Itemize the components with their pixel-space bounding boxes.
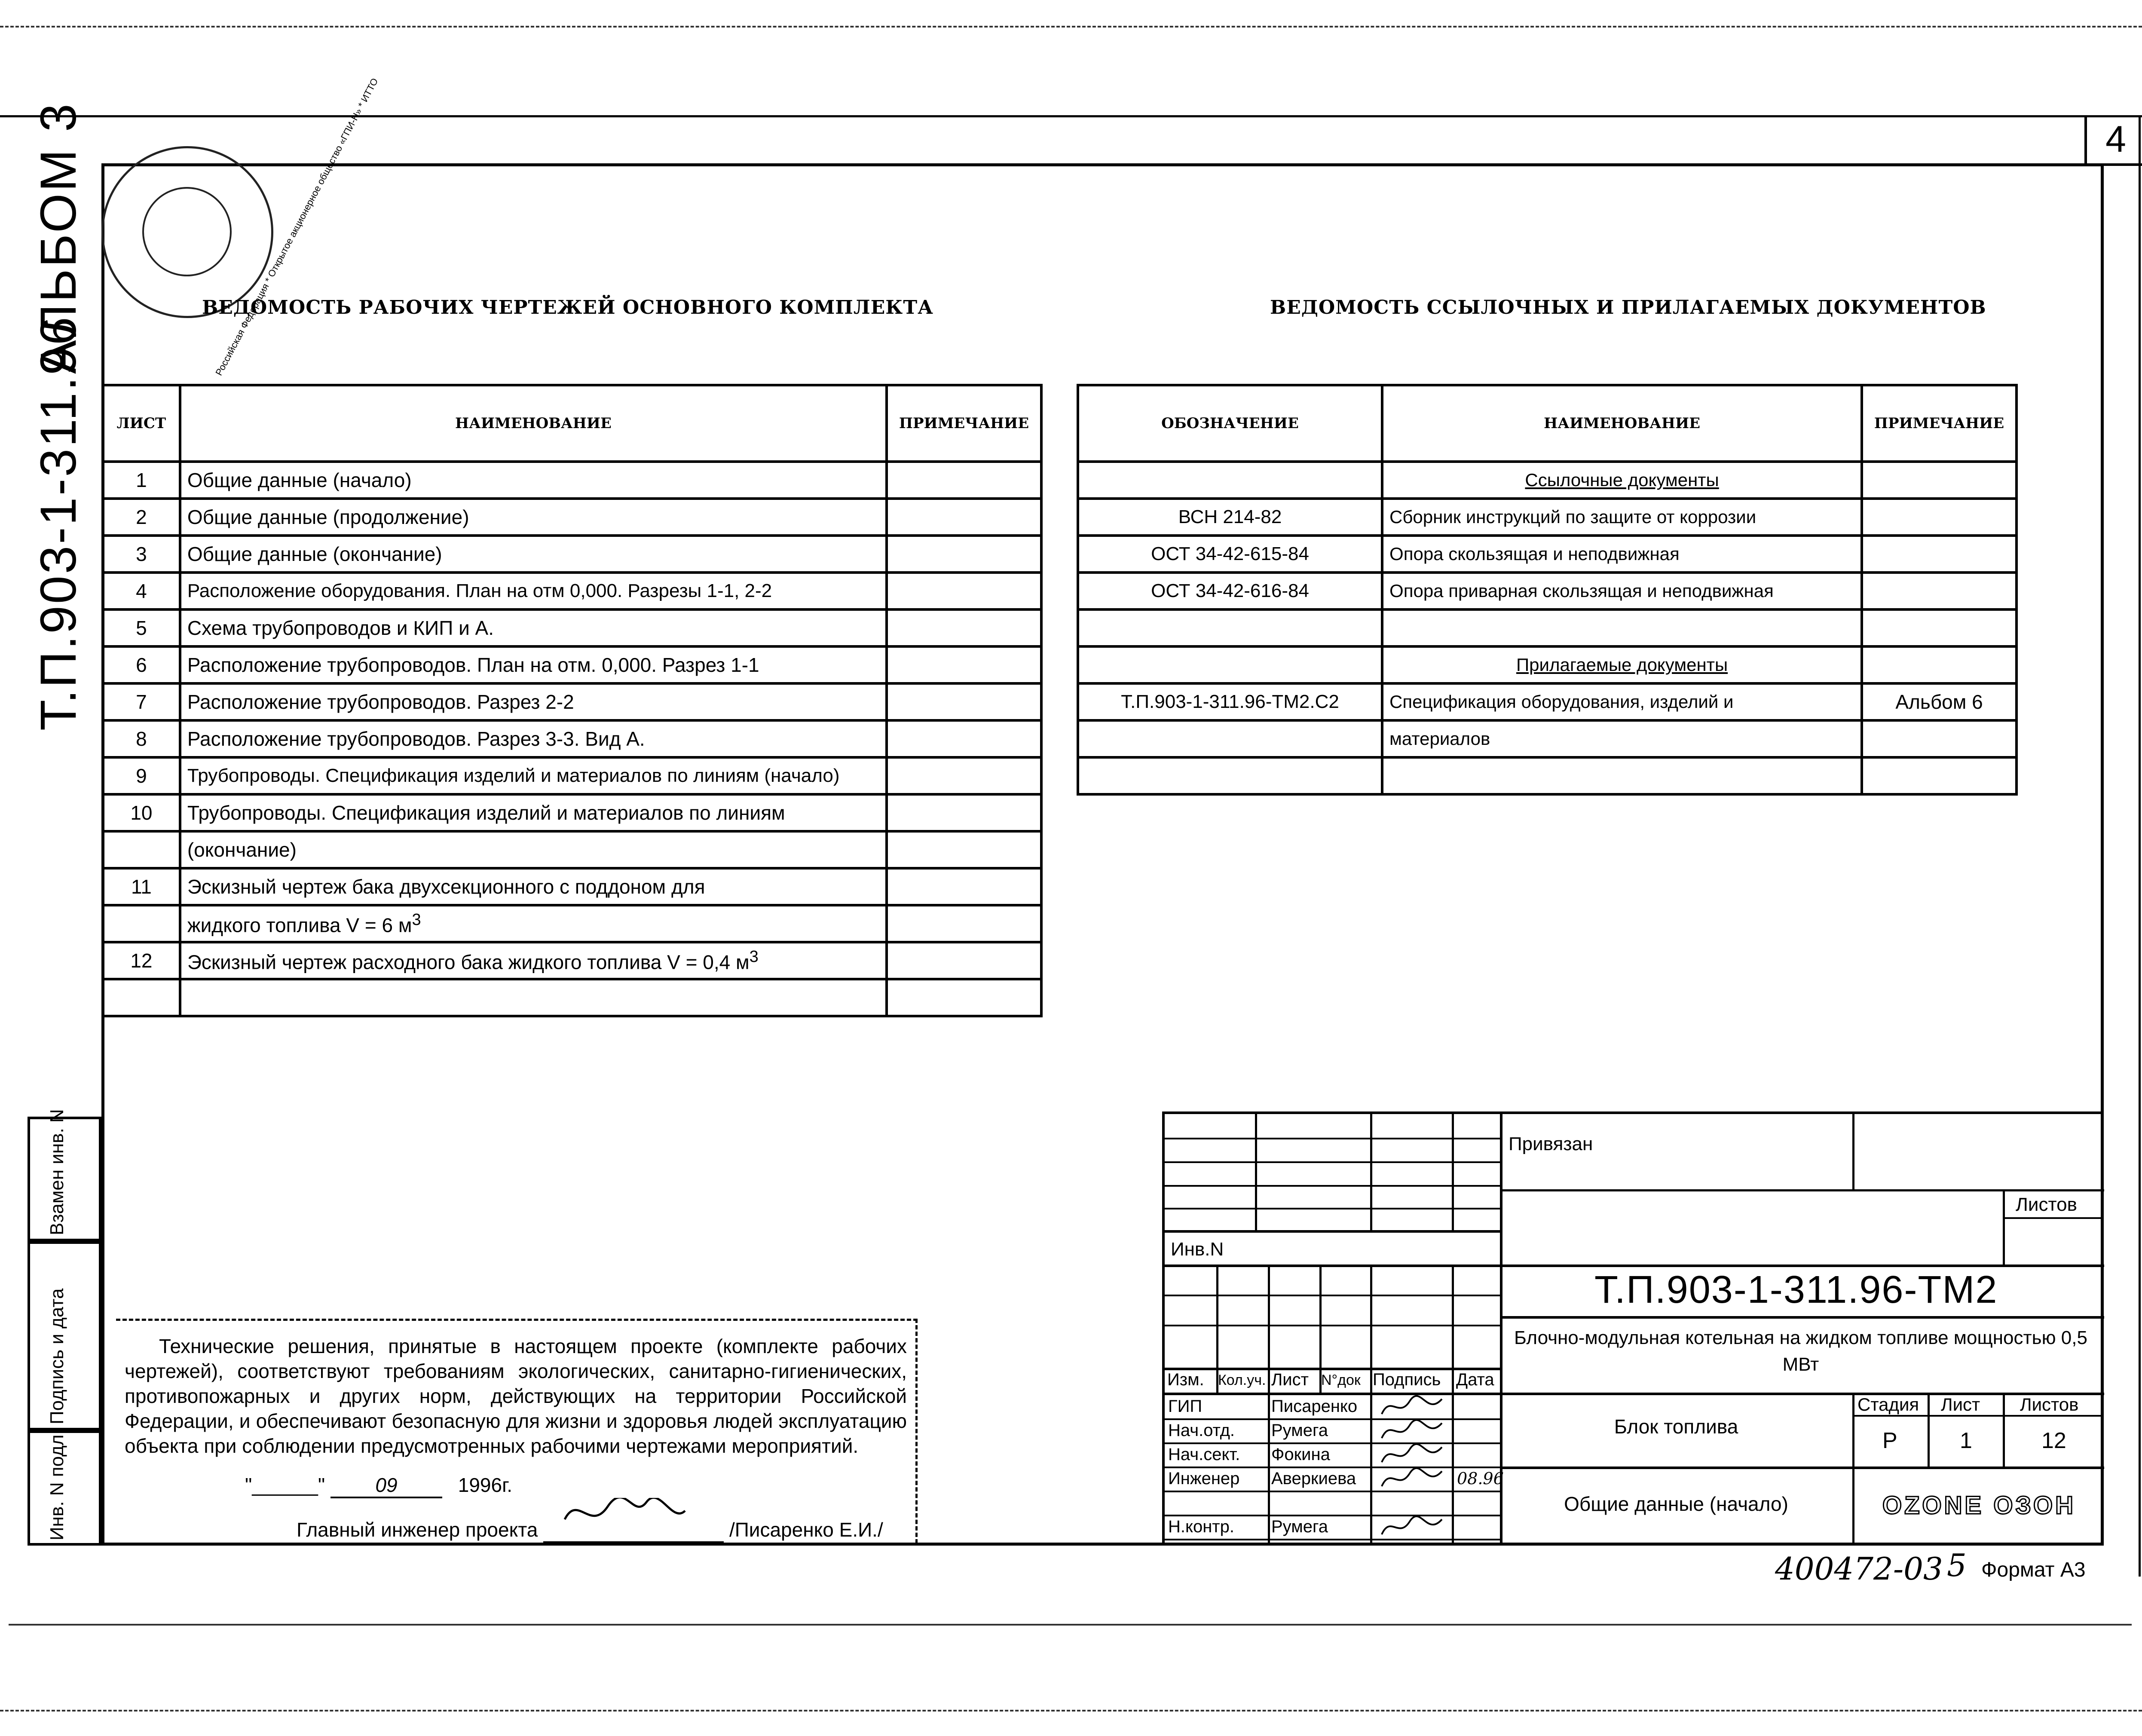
sheet-cell: 12 [103,942,180,979]
note-cell [887,757,1041,794]
name-text: Расположение трубопроводов. План на отм. 0,000. Разрез 1-1 [187,654,759,676]
signature-date-box [28,1241,101,1430]
name-cell [180,831,887,868]
name-text: Расположение оборудования. План на отм 0,000. Разрезы 1-1, 2-2 [187,580,772,601]
date-quote-open: " [245,1474,252,1496]
sheet-cell: 1 [103,462,180,499]
name-text: Расположение трубопроводов. Разрез 3-3. Вид А. [187,728,645,750]
role-label: Нач.сект. [1168,1445,1240,1464]
table-row [1078,646,2017,683]
name-cell [180,646,887,683]
superscript: 3 [412,910,421,929]
archive-number: 400472-03 [1775,1551,1943,1587]
sheet-cell: 5 [103,609,180,646]
note-cell [1862,646,2017,683]
title-block [1162,1111,2103,1546]
note-cell: Альбом 6 [1862,683,2017,720]
name-text: (окончание) [187,839,297,861]
sheet-value: 1 [1960,1428,1972,1453]
name-cell: материалов [1382,720,1862,757]
compliance-text: Технические решения, принятые в настоящем проекте (комплекте рабочих чертежей), соответствуют требованиям экологических, санитарно-гигиенических, противопожарных и других норм, действующих на территории Российской Федерации, и обеспечивают безопасную для жизни и здоровья людей эксплуатацию объекта при соблюдении предусмотренных рабочими чертежами мероприятий. [125,1335,907,1457]
table-row [103,683,1041,720]
inv-original-label: Инв. N подл. [46,1429,67,1540]
scan-dash-line [0,26,2142,28]
note-cell [887,499,1041,536]
project-code-vertical: Т.П.903-1-311.96 [30,315,87,731]
date-year: 1996г. [458,1474,513,1496]
note-cell [887,942,1041,979]
name-cell [180,462,887,499]
code-cell [1078,646,1382,683]
signature-date-label: Подпись и дата [46,1288,67,1424]
stamp-emblem [142,187,232,276]
note-cell [887,646,1041,683]
name-cell [180,757,887,794]
table-row [103,905,1041,942]
code-cell [1078,757,1382,794]
left-table-title: ВЕДОМОСТЬ РАБОЧИХ ЧЕРТЕЖЕЙ ОСНОВНОГО КОМПЛЕКТА [202,297,933,318]
col-header-name: НАИМЕНОВАНИЕ [1382,385,1862,462]
date-month: 09 [330,1473,442,1498]
scan-dash-line [0,1710,2142,1712]
name-cell: Опора приварная скользящая и неподвижная [1382,573,1862,609]
note-cell [887,794,1041,831]
role-person: Писаренко [1271,1397,1358,1416]
col-ndoc: N°док [1321,1372,1361,1388]
object-name: Блочно-модульная котельная на жидком топливе мощностью 0,5 МВт [1514,1327,2087,1375]
name-cell [180,609,887,646]
col-izm: Изм. [1167,1370,1204,1389]
engineer-line [297,1511,883,1543]
note-cell [887,573,1041,609]
note-cell [1862,720,2017,757]
handwritten-signature [1380,1465,1444,1494]
name-cell: Сборник инструкций по защите от коррозии [1382,499,1862,536]
replaced-inv-box [28,1109,101,1241]
code-cell [1078,462,1382,499]
archive-sheet: 5 [1947,1547,1967,1583]
engineer-signature [543,1511,724,1543]
sheet-title: Общие данные (начало) [1564,1493,1788,1515]
table-row [1078,499,2017,536]
name-cell: Ссылочные документы [1382,462,1862,499]
note-cell [1862,536,2017,573]
code-cell: ВСН 214-82 [1078,499,1382,536]
table-row [1078,720,2017,757]
inv-original-box [28,1430,101,1546]
table-row [103,794,1041,831]
col-header-note: ПРИМЕЧАНИЕ [1862,385,2017,462]
table-row [103,720,1041,757]
role-person: Румега [1271,1517,1328,1536]
note-cell [887,720,1041,757]
right-table-title: ВЕДОМОСТЬ ССЫЛОЧНЫХ И ПРИЛАГАЕМЫХ ДОКУМЕНТОВ [1270,297,1986,318]
table-row [1078,609,2017,646]
table-row [1078,536,2017,573]
engineer-name: /Писаренко Е.И./ [729,1519,883,1541]
sheets-label: Листов [2020,1394,2079,1415]
organization-stamp [101,76,380,377]
code-cell: ОСТ 34-42-615-84 [1078,536,1382,573]
sheets-label-top: Листов [2016,1194,2077,1215]
name-cell [1382,609,1862,646]
lower-rule [9,1624,2132,1626]
name-text: Общие данные (начало) [187,469,412,491]
note-cell [887,609,1041,646]
note-cell [1862,462,2017,499]
sheets-value: 12 [2041,1428,2066,1453]
note-cell [1862,757,2017,794]
sheet-cell: 8 [103,720,180,757]
name-cell [1382,757,1862,794]
col-date: Дата [1456,1370,1494,1389]
role-label: Нач.отд. [1168,1421,1235,1440]
note-cell [1862,573,2017,609]
code-cell [1078,609,1382,646]
note-cell [887,536,1041,573]
superscript: 3 [749,947,759,966]
name-text: Расположение трубопроводов. Разрез 2-2 [187,691,574,713]
note-cell [887,831,1041,868]
stage-value: Р [1882,1428,1897,1453]
col-list: Лист [1271,1370,1309,1389]
table-row [103,646,1041,683]
table-row [1078,573,2017,609]
role-label: Н.контр. [1168,1517,1234,1536]
note-cell [887,683,1041,720]
role-label: Инженер [1168,1469,1240,1488]
date-day: ______ [252,1474,318,1496]
table-row [103,573,1041,609]
name-cell [180,794,887,831]
table-row [103,757,1041,794]
name-cell [180,683,887,720]
name-cell: Опора скользящая и неподвижная [1382,536,1862,573]
sheet-cell: 2 [103,499,180,536]
name-cell [180,868,887,905]
stamp-ring-text: Российская Федерация * Открытое акционерное общество «ГПИ-Н» * ИТТО [213,76,380,377]
table-row [103,536,1041,573]
name-cell [180,942,887,979]
role-label: ГИП [1168,1397,1203,1416]
sheet-cell [103,979,180,1016]
sheet-number: 4 [2084,115,2142,166]
note-cell [1862,499,2017,536]
sheet-cell: 11 [103,868,180,905]
col-header-code: ОБОЗНАЧЕНИЕ [1078,385,1382,462]
sheet-cell: 3 [103,536,180,573]
name-cell: Спецификация оборудования, изделий и [1382,683,1862,720]
note-cell [887,868,1041,905]
name-cell [180,573,887,609]
ozone-logo: OZONE ОЗОН [1882,1491,2076,1519]
code-cell [1078,720,1382,757]
table-row [103,499,1041,536]
name-cell [180,499,887,536]
role-person: Аверкиева [1271,1469,1356,1488]
table-row [103,868,1041,905]
date-quote-close: " [318,1474,325,1496]
engineer-label: Главный инженер проекта [297,1519,538,1541]
name-text: Эскизный чертеж бака двухсекционного с поддоном для [187,876,705,898]
table-row [103,942,1041,979]
sheet-cell: 4 [103,573,180,609]
role-person: Фокина [1271,1445,1330,1464]
outer-border-right [2139,115,2141,1577]
inv-label: Инв.N [1171,1239,1224,1260]
bound-label: Привязан [1509,1133,1593,1154]
name-text: Схема трубопроводов и КИП и А. [187,617,494,639]
table-row [1078,462,2017,499]
name-text: Общие данные (окончание) [187,543,442,565]
code-cell: Т.П.903-1-311.96-ТМ2.С2 [1078,683,1382,720]
name-cell [180,536,887,573]
note-cell [887,905,1041,942]
sheet-cell: 10 [103,794,180,831]
format-label: Формат А3 [1981,1558,2086,1581]
name-cell: Прилагаемые документы [1382,646,1862,683]
date-line [245,1473,512,1498]
compliance-note [116,1319,918,1543]
sheet-cell: 9 [103,757,180,794]
name-cell [180,720,887,757]
sign-date: 08.96 [1457,1469,1504,1488]
drawings-list-table [101,384,1043,1017]
sheet-cell: 6 [103,646,180,683]
sheet-cell [103,905,180,942]
role-person: Румега [1271,1421,1328,1440]
name-cell [180,979,887,1016]
reference-docs-table [1077,384,2018,796]
note-cell [1862,609,2017,646]
table-row [1078,757,2017,794]
name-text: жидкого топлива V = 6 м [187,914,412,937]
col-header-name: НАИМЕНОВАНИЕ [180,385,887,462]
col-kol: Кол.уч. [1218,1372,1266,1388]
part-name: Блок топлива [1614,1415,1738,1438]
handwritten-signature [1380,1513,1444,1542]
sheet-label: Лист [1941,1394,1980,1415]
name-cell [180,905,887,942]
table-row [103,979,1041,1016]
outer-border-top [0,115,2142,117]
col-header-sheet: ЛИСТ [103,385,180,462]
name-text: Общие данные (продолжение) [187,506,469,528]
sheet-cell [103,831,180,868]
col-sign: Подпись [1373,1370,1441,1389]
table-row [1078,683,2017,720]
name-text: Трубопроводы. Спецификация изделий и материалов по линиям [187,802,785,824]
replaced-inv-label: Взамен инв. N [46,1109,67,1235]
col-header-note: ПРИМЕЧАНИЕ [887,385,1041,462]
note-cell [887,462,1041,499]
sheet-cell: 7 [103,683,180,720]
table-row [103,831,1041,868]
table-row [103,609,1041,646]
name-text: Эскизный чертеж расходного бака жидкого топлива V = 0,4 м [187,951,750,974]
stage-label: Стадия [1857,1394,1919,1415]
table-row [103,462,1041,499]
name-text: Трубопроводы. Спецификация изделий и материалов по линиям (начало) [187,765,840,786]
note-cell [887,979,1041,1016]
code-cell: ОСТ 34-42-616-84 [1078,573,1382,609]
document-code: Т.П.903-1-311.96-ТМ2 [1594,1268,1998,1311]
album-label: АЛЬБОМ 3 [30,102,87,374]
